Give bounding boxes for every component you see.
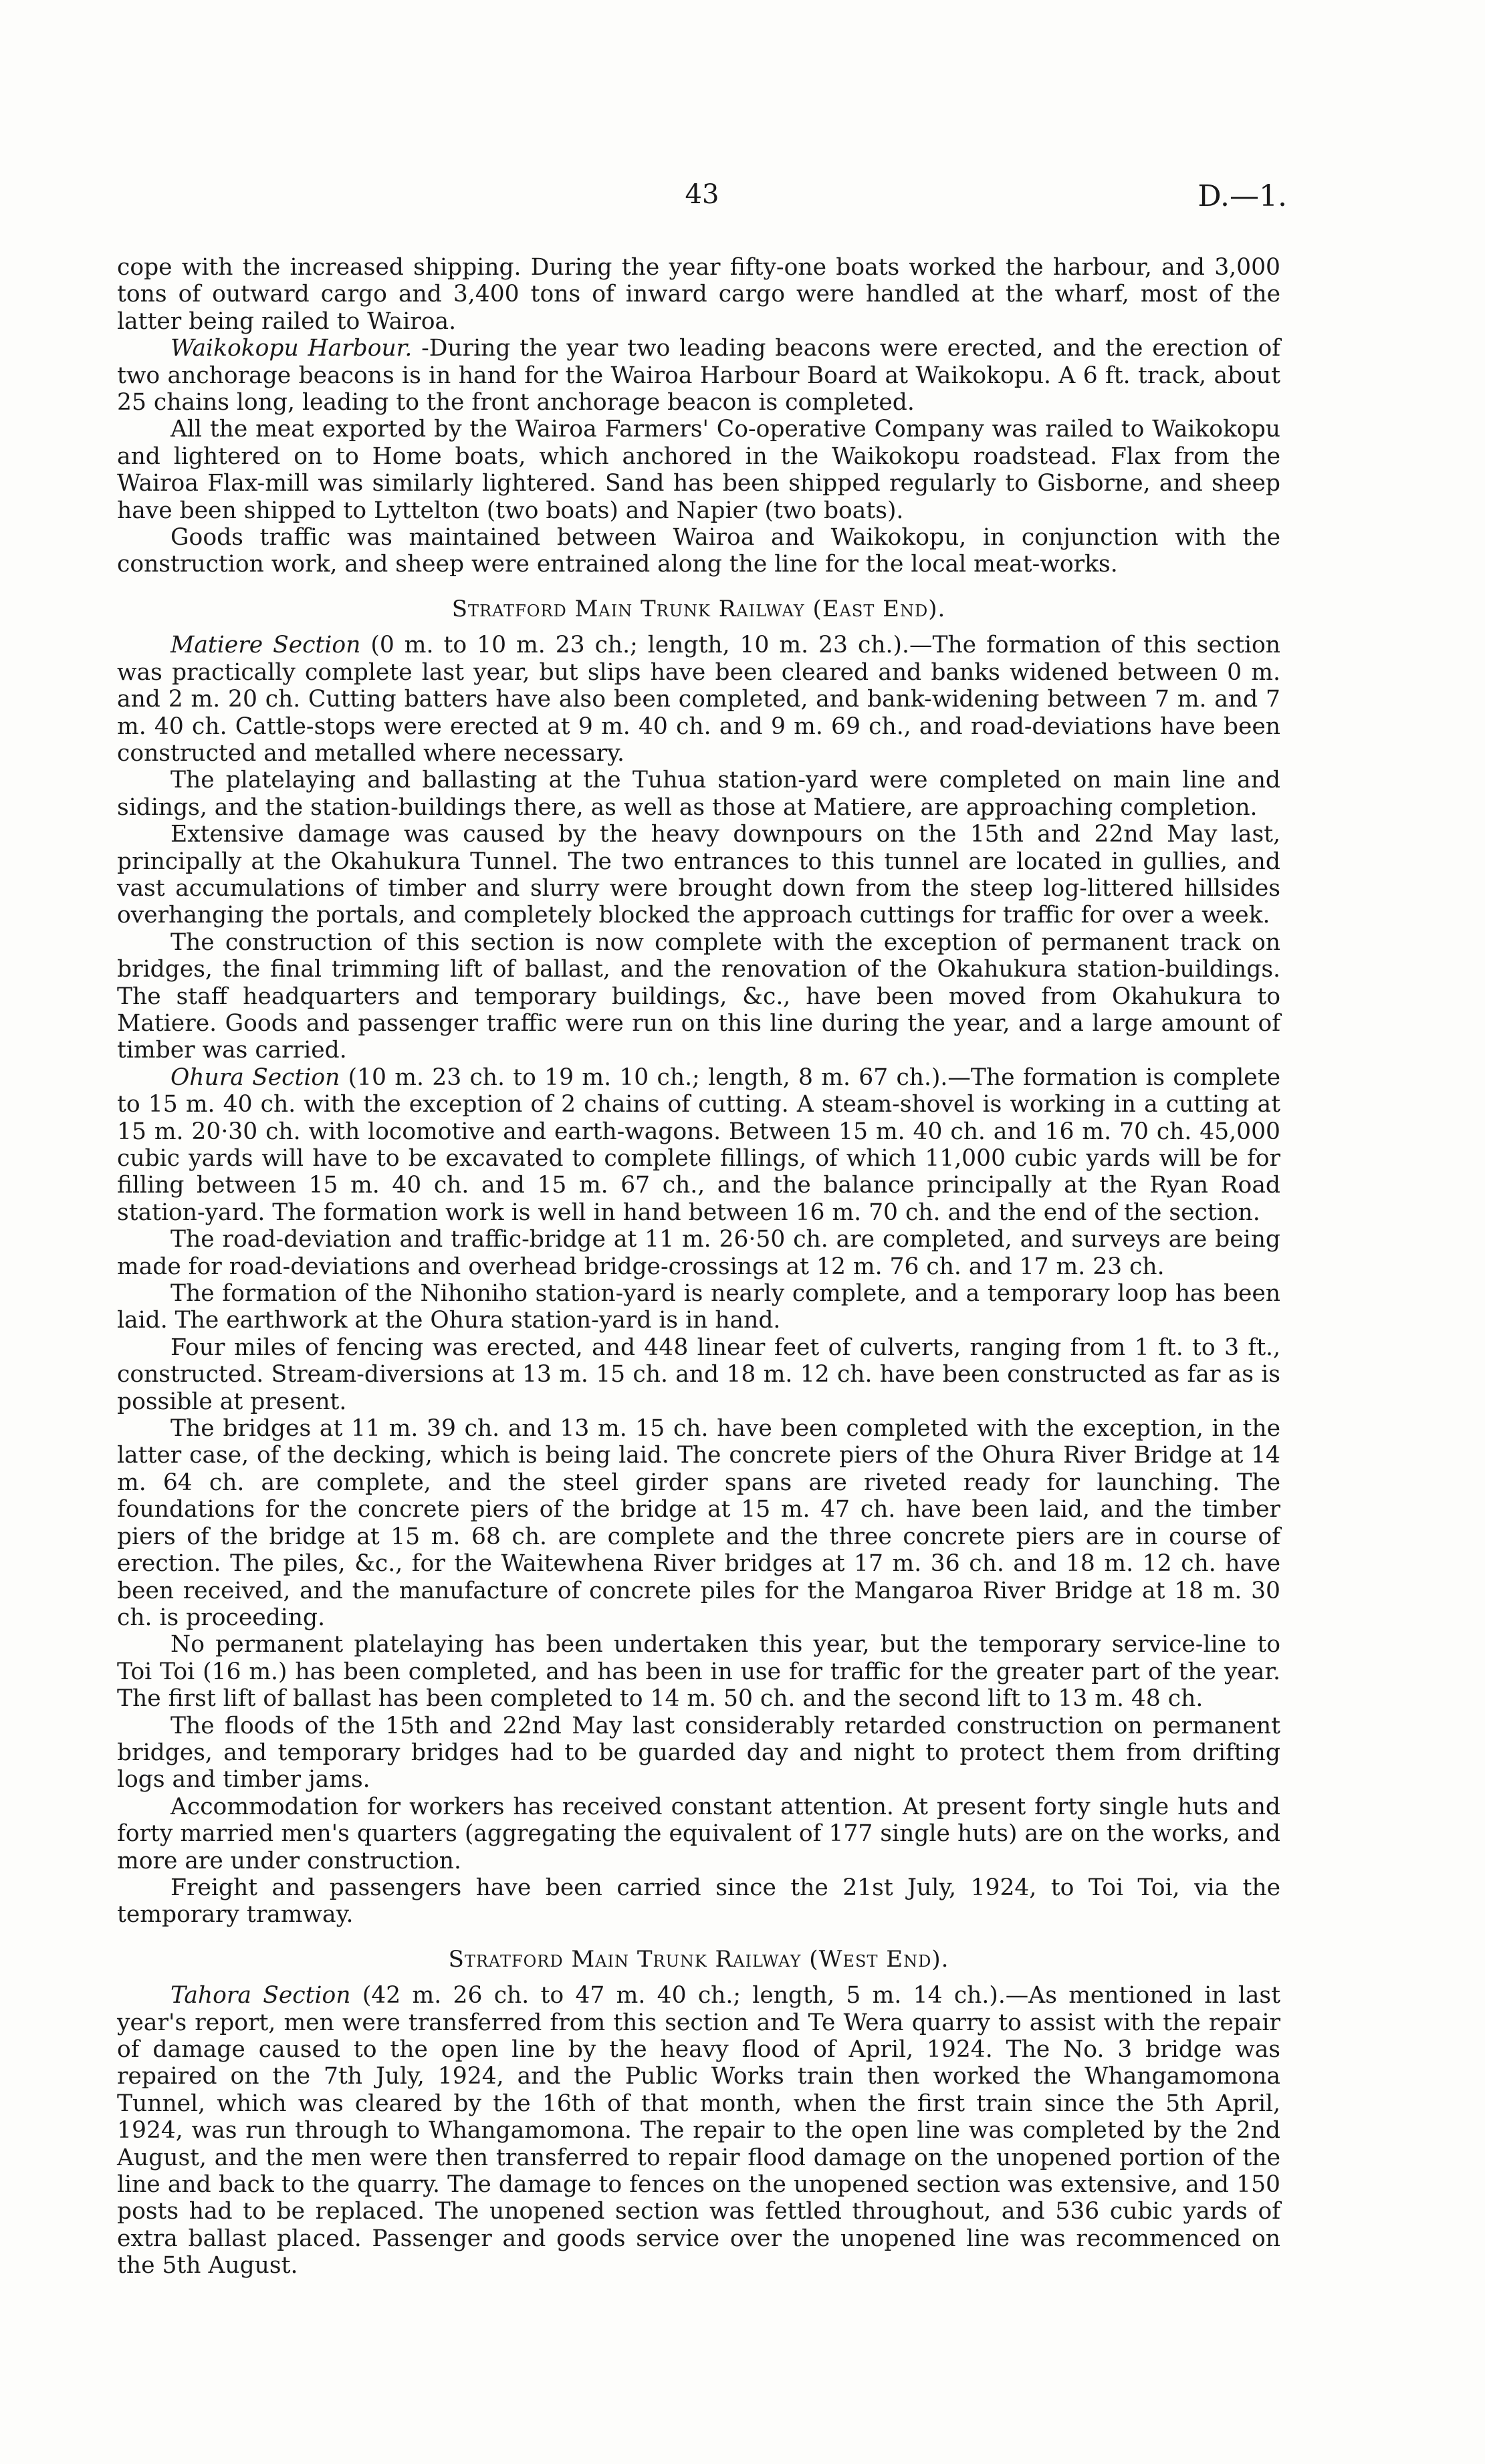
- paragraph: Extensive damage was caused by the heavy downpours on the 15th and 22nd May last, principally at the Okahukura Tunnel. The two entrances to this tunnel are located in gullies, and vast accumulations of timber and slurry were brought down from the steep log-littered hillsides overhanging the portals, and completely blocked the approach cuttings for traffic for over a week.: [117, 821, 1280, 929]
- paragraph-text: (10 m. 23 ch. to 19 m. 10 ch.; length, 8 m. 67 ch.).—The formation is complete to 15 m. 40 ch. with the exception of 2 chains of cutting. A steam-shovel is working in a cutting at 15 m. 20·30 ch. with locomotive and earth-wagons. Between 15 m. 40 ch. and 16 m. 70 ch. 45,000 cubic yards will have to be excavated to complete fillings, of which 11,000 cubic yards will be for filling between 15 m. 40 ch. and 15 m. 67 ch., and the balance principally at the Ryan Road station-yard. The formation work is well in hand between 16 m. 70 ch. and the end of the section.: [117, 1064, 1280, 1226]
- paragraph: [117, 1982, 1280, 2279]
- paragraph: The floods of the 15th and 22nd May last considerably retarded construction on permanent bridges, and temporary bridges had to be guarded day and night to protect them from drifting logs and timber jams.: [117, 1712, 1280, 1794]
- page-number: 43: [685, 179, 719, 210]
- paragraph-lead: Tahora Section: [170, 1982, 351, 2009]
- paragraph: Four miles of fencing was erected, and 448 linear feet of culverts, ranging from 1 ft. to 3 ft., constructed. Stream-diversions at 13 m. 15 ch. and 18 m. 12 ch. have been constructed as far as is possible at present.: [117, 1334, 1280, 1415]
- paragraph: [117, 632, 1280, 767]
- paragraph: Freight and passengers have been carried since the 21st July, 1924, to Toi Toi, via the temporary tramway.: [117, 1874, 1280, 1929]
- paragraph: Goods traffic was maintained between Wairoa and Waikokopu, in conjunction with the construction work, and sheep were entrained along the line for the local meat-works.: [117, 524, 1280, 578]
- paragraph-text: (0 m. to 10 m. 23 ch.; length, 10 m. 23 ch.).—The formation of this section was practically complete last year, but slips have been cleared and banks widened between 0 m. and 2 m. 20 ch. Cutting batters have also been completed, and bank-widening between 7 m. and 7 m. 40 ch. Cattle-stops were erected at 9 m. 40 ch. and 9 m. 69 ch., and road-deviations have been constructed and metalled where necessary.: [117, 632, 1280, 767]
- document-reference: D.—1.: [1197, 179, 1287, 213]
- paragraph: The bridges at 11 m. 39 ch. and 13 m. 15 ch. have been completed with the exception, in the latter case, of the decking, which is being laid. The concrete piers of the Ohura River Bridge at 14 m. 64 ch. are complete, and the steel girder spans are riveted ready for launching. The foundations for the concrete piers of the bridge at 15 m. 47 ch. have been laid, and the timber piers of the bridge at 15 m. 68 ch. are complete and the three concrete piers are in course of erection. The piles, &c., for the Waitewhena River bridges at 17 m. 36 ch. and 18 m. 12 ch. have been received, and the manufacture of concrete piles for the Mangaroa River Bridge at 18 m. 30 ch. is proceeding.: [117, 1415, 1280, 1631]
- paragraph: No permanent platelaying has been undertaken this year, but the temporary service-line to Toi Toi (16 m.) has been completed, and has been in use for traffic for the greater part of the year. The first lift of ballast has been completed to 14 m. 50 ch. and the second lift to 13 m. 48 ch.: [117, 1631, 1280, 1713]
- paragraph-text: (42 m. 26 ch. to 47 m. 40 ch.; length, 5 m. 14 ch.).—As mentioned in last year's report, men were transferred from this section and Te Wera quarry to assist with the repair of damage caused to the open line by the heavy flood of April, 1924. The No. 3 bridge was repaired on the 7th July, 1924, and the Public Works train then worked the Whangamomona Tunnel, which was cleared by the 16th of that month, when the first train since the 5th April, 1924, was run through to Whangamomona. The repair to the open line was completed by the 2nd August, and the men were then transferred to repair flood damage on the unopened portion of the line and back to the quarry. The damage to fences on the unopened section was extensive, and 150 posts had to be replaced. The unopened section was fettled throughout, and 536 cubic yards of extra ballast placed. Passenger and goods service over the unopened line was recommenced on the 5th August.: [117, 1982, 1280, 2280]
- paragraph-lead: Matiere Section: [170, 632, 361, 659]
- section-heading-east: Stratford Main Trunk Railway (East End).: [451, 595, 946, 622]
- section-heading-west: Stratford Main Trunk Railway (West End).: [448, 1945, 949, 1973]
- paragraph: The formation of the Nihoniho station-yard is nearly complete, and a temporary loop has been laid. The earthwork at the Ohura station-yard is in hand.: [117, 1280, 1280, 1334]
- paragraph-lead: Ohura Section: [170, 1064, 340, 1091]
- paragraph: cope with the increased shipping. During the year fifty-one boats worked the harbour, and 3,000 tons of outward cargo and 3,400 tons of inward cargo were handled at the wharf, most of the latter being railed to Wairoa.: [117, 254, 1280, 335]
- paragraph: The platelaying and ballasting at the Tuhua station-yard were completed on main line and sidings, and the station-buildings there, as well as those at Matiere, are approaching completion.: [117, 767, 1280, 821]
- paragraph: [117, 1064, 1280, 1226]
- paragraph: The construction of this section is now complete with the exception of permanent track on bridges, the final trimming lift of ballast, and the renovation of the Okahukura station-buildings. The staff headquarters and temporary buildings, &c., have been moved from Okahukura to Matiere. Goods and passenger traffic were run on this line during the year, and a large amount of timber was carried.: [117, 929, 1280, 1064]
- paragraph: [117, 335, 1280, 416]
- page-header: [117, 179, 1287, 219]
- paragraph: All the meat exported by the Wairoa Farmers' Co-operative Company was railed to Waikokopu and lightered on to Home boats, which anchored in the Waikokopu roadstead. Flax from the Wairoa Flax-mill was similarly lightered. Sand has been shipped regularly to Gisborne, and sheep have been shipped to Lyttelton (two boats) and Napier (two boats).: [117, 416, 1280, 524]
- paragraph: Accommodation for workers has received constant attention. At present forty single huts and forty married men's quarters (aggregating the equivalent of 177 single huts) are on the works, and more are under construction.: [117, 1793, 1280, 1874]
- document-body: [117, 254, 1280, 2280]
- paragraph: The road-deviation and traffic-bridge at 11 m. 26·50 ch. are completed, and surveys are being made for road-deviations and overhead bridge-crossings at 12 m. 76 ch. and 17 m. 23 ch.: [117, 1226, 1280, 1280]
- paragraph-lead: Waikokopu Harbour.: [170, 335, 413, 362]
- paragraph-text: -During the year two leading beacons were erected, and the erection of two anchorage beacons is in hand for the Wairoa Harbour Board at Waikokopu. A 6 ft. track, about 25 chains long, leading to the front anchorage beacon is completed.: [117, 335, 1281, 416]
